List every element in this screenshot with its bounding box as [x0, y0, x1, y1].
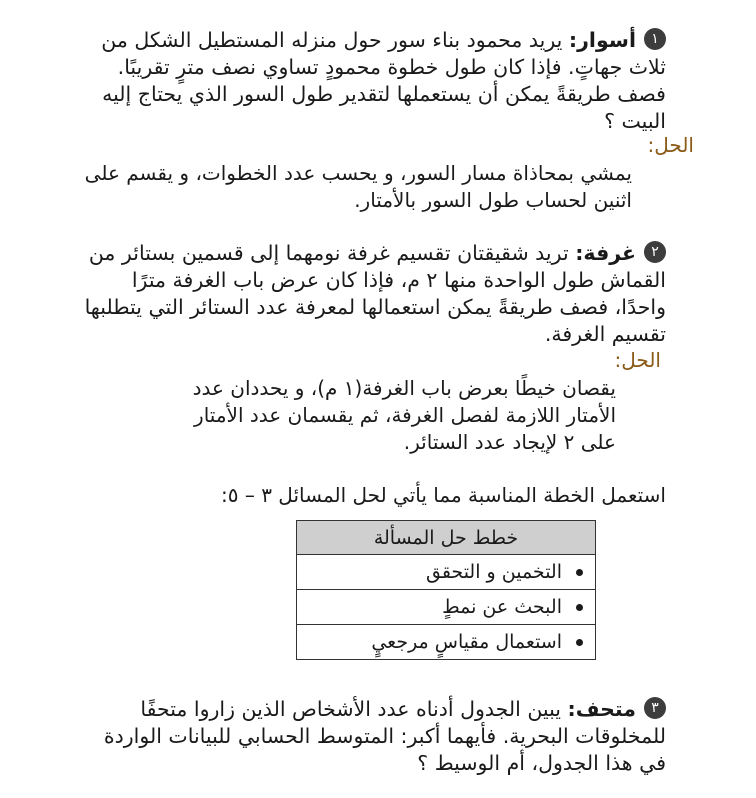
solution-label: الحل:	[647, 133, 694, 157]
problem-text: يبين الجدول أدناه عدد الأشخاص الذين زاروا متحفًا للمخلوقات البحرية. فأيهما أكبر: المتوسط الحسابي للبيانات الواردة في هذا الجدول، أم الوسيط ؟	[103, 697, 666, 775]
bullet-icon	[576, 569, 583, 576]
problem-number-badge: ١	[644, 28, 666, 50]
solution-text: يمشي بمحاذاة مسار السور، و يحسب عدد الخطوات، و يقسم على اثنين لحساب طول السور بالأمتار.	[84, 161, 632, 212]
strategy-item: البحث عن نمطٍ	[442, 596, 562, 618]
table-row	[297, 625, 596, 660]
problem-text: يريد محمود بناء سور حول منزله المستطيل الشكل من ثلاث جهاتٍ. فإذا كان طول خطوة محمودٍ تساوي نصف مترٍ تقريبًا. فصف طريقةً يمكن أن يستعملها لتقدير طول السور الذي يحتاج إليه البيت ؟	[101, 28, 666, 133]
strategy-table	[296, 520, 596, 660]
problem-keyword: متحف:	[567, 697, 636, 721]
solution-text: يقصان خيطًا بعرض باب الغرفة(١ م)، و يحددان عدد الأمتار اللازمة لفصل الغرفة، ثم يقسمان عدد الأمتار على ٢ لإيجاد عدد الستائر.	[192, 376, 616, 454]
bullet-icon	[576, 604, 583, 611]
strategy-item: التخمين و التحقق	[425, 561, 562, 583]
table-row	[297, 590, 596, 625]
strategy-item: استعمال مقياسٍ مرجعيٍ	[371, 631, 562, 653]
table-row	[297, 555, 596, 590]
problem-keyword: أسوار:	[568, 28, 636, 52]
problem-3	[76, 696, 666, 777]
strategy-intro: استعمل الخطة المناسبة مما يأتي لحل المسائل ٣ – ٥:	[220, 483, 666, 507]
problem-text: تريد شقيقتان تقسيم غرفة نومهما إلى قسمين بستائر من القماش طول الواحدة منها ٢ م، فإذا كان عرض باب الغرفة مترًا واحدًا، فصف طريقةً يمكن استعمالها لمعرفة عدد الستائر التي يتطلبها تقسيم الغرفة.	[84, 241, 666, 346]
problem-1	[76, 27, 666, 135]
solution-label: الحل:	[614, 348, 661, 372]
problem-number-badge: ٣	[644, 697, 666, 719]
strategy-table-header: خطط حل المسألة	[297, 521, 596, 555]
problem-keyword: غرفة:	[575, 241, 636, 265]
problem-2	[76, 240, 666, 348]
problem-number-badge: ٢	[644, 241, 666, 263]
bullet-icon	[576, 639, 583, 646]
